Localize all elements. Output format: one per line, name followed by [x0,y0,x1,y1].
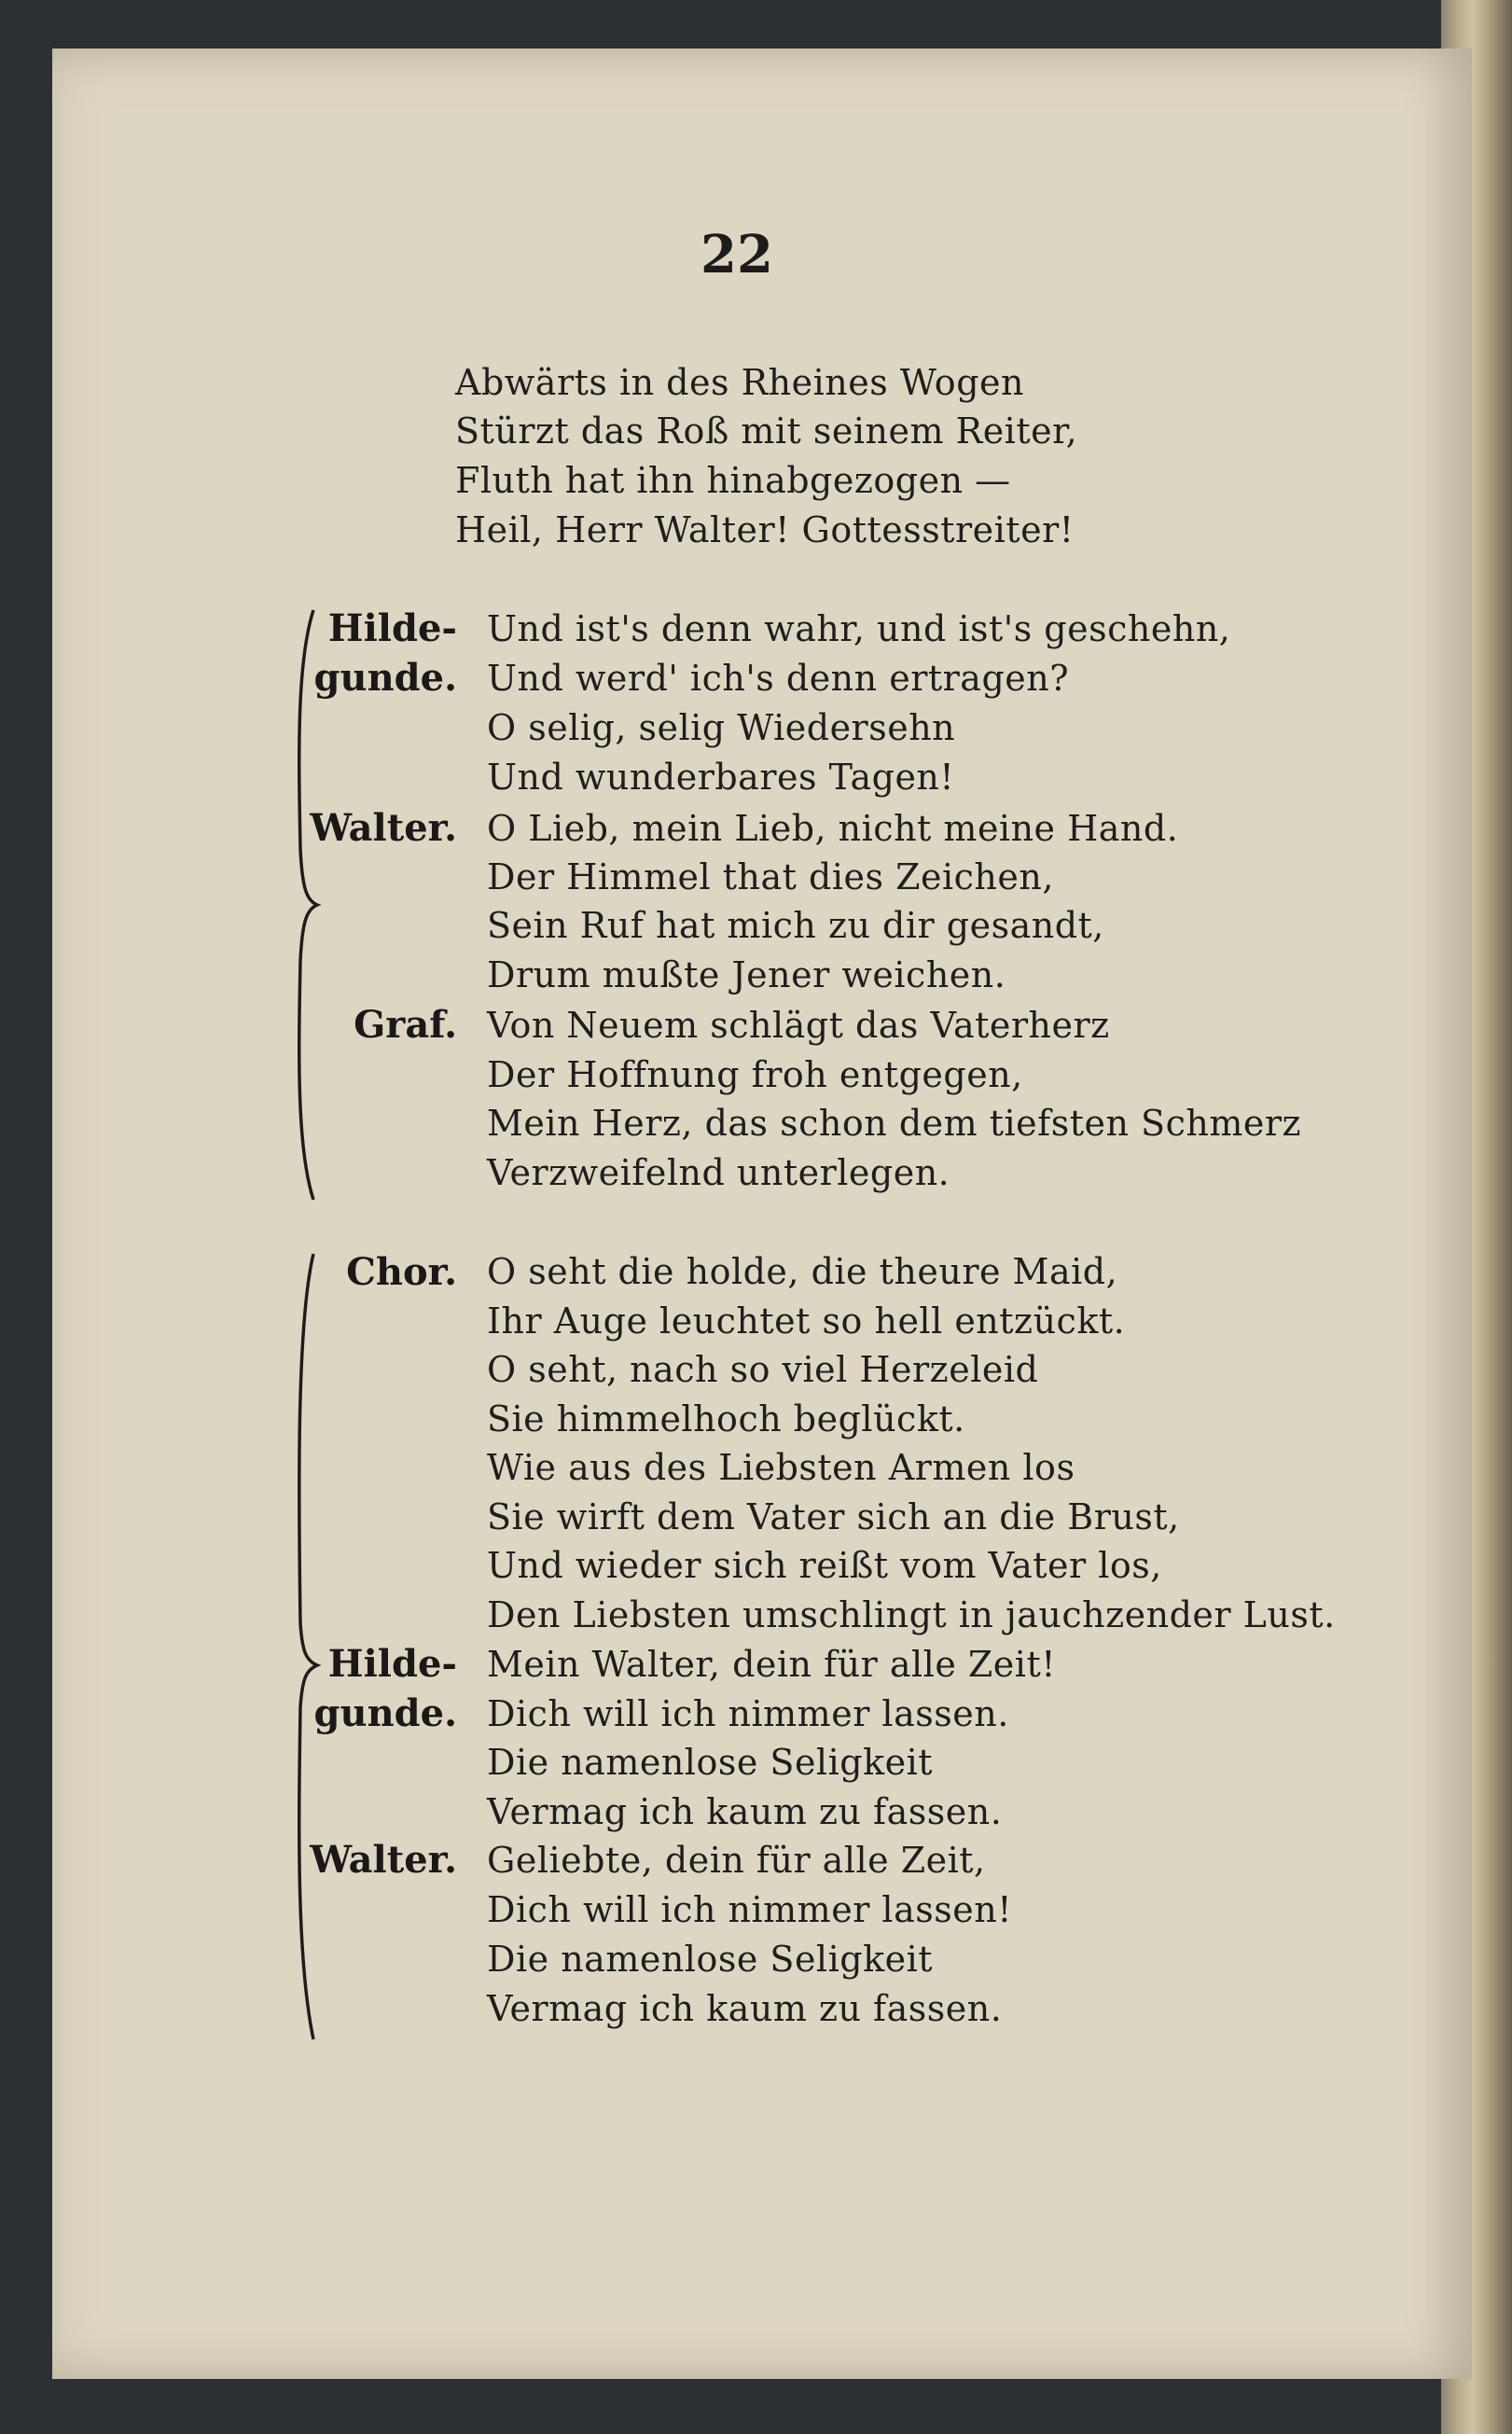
verse-line: Und ist's denn wahr, und ist's geschehn, [487,608,1231,649]
verse-line: Verzweifelnd unterlegen. [487,1152,950,1193]
verse-line: O seht die holde, die theure Maid, [487,1251,1118,1292]
speaker-walter: Walter. [310,1838,457,1882]
verse-line: Sie wirft dem Vater sich an die Brust, [487,1496,1180,1537]
verse-line: O selig, selig Wiedersehn [487,707,956,748]
verse-line: Heil, Herr Walter! Gottesstreiter! [455,509,1075,550]
speaker-hildegunde: gunde. [313,1691,457,1735]
verse-line: Dich will ich nimmer lassen! [487,1889,1012,1930]
verse-line: Von Neuem schlägt das Vaterherz [487,1005,1110,1046]
verse-line: Die namenlose Seligkeit [487,1939,934,1980]
verse-line: Den Liebsten umschlingt in jauchzender Lust. [487,1594,1336,1635]
verse-line: Vermag ich kaum zu fassen. [487,1988,1003,2029]
verse-line: Dich will ich nimmer lassen. [487,1693,1009,1734]
verse-line: Der Himmel that dies Zeichen, [487,856,1054,897]
verse-line: Und werd' ich's denn ertragen? [487,658,1070,699]
verse-line: Fluth hat ihn hinabgezogen — [455,460,1011,501]
verse-line: Sein Ruf hat mich zu dir gesandt, [487,905,1104,946]
speaker-hildegunde: gunde. [313,656,457,700]
speaker-graf: Graf. [354,1003,457,1047]
verse-line: Der Hoffnung froh entgegen, [487,1054,1023,1095]
speaker-chor: Chor. [346,1250,457,1294]
verse-line: Sie himmelhoch beglückt. [487,1398,965,1440]
verse-line: Geliebte, dein für alle Zeit, [487,1840,986,1881]
verse-line: Die namenlose Seligkeit [487,1742,934,1783]
verse-line: O Lieb, mein Lieb, nicht meine Hand. [487,808,1179,849]
page-number: 22 [701,224,773,285]
verse-line: Stürzt das Roß mit seinem Reiter, [455,410,1078,452]
verse-line: Vermag ich kaum zu fassen. [487,1791,1003,1832]
verse-line: Mein Herz, das schon dem tiefsten Schmerz [487,1103,1302,1144]
verse-line: O seht, nach so viel Herzeleid [487,1349,1039,1390]
verse-line: Drum mußte Jener weichen. [487,954,1006,995]
speaker-hildegunde: Hilde- [327,1642,457,1686]
speaker-walter: Walter. [310,806,457,850]
verse-line: Wie aus des Liebsten Armen los [487,1447,1075,1488]
verse-line: Und wieder sich reißt vom Vater los, [487,1545,1162,1586]
verse-line: Abwärts in des Rheines Wogen [455,362,1024,403]
verse-line: Mein Walter, dein für alle Zeit! [487,1644,1056,1685]
speaker-hildegunde: Hilde- [327,606,457,650]
verse-line: Und wunderbares Tagen! [487,757,955,798]
verse-line: Ihr Auge leuchtet so hell entzückt. [487,1300,1126,1342]
